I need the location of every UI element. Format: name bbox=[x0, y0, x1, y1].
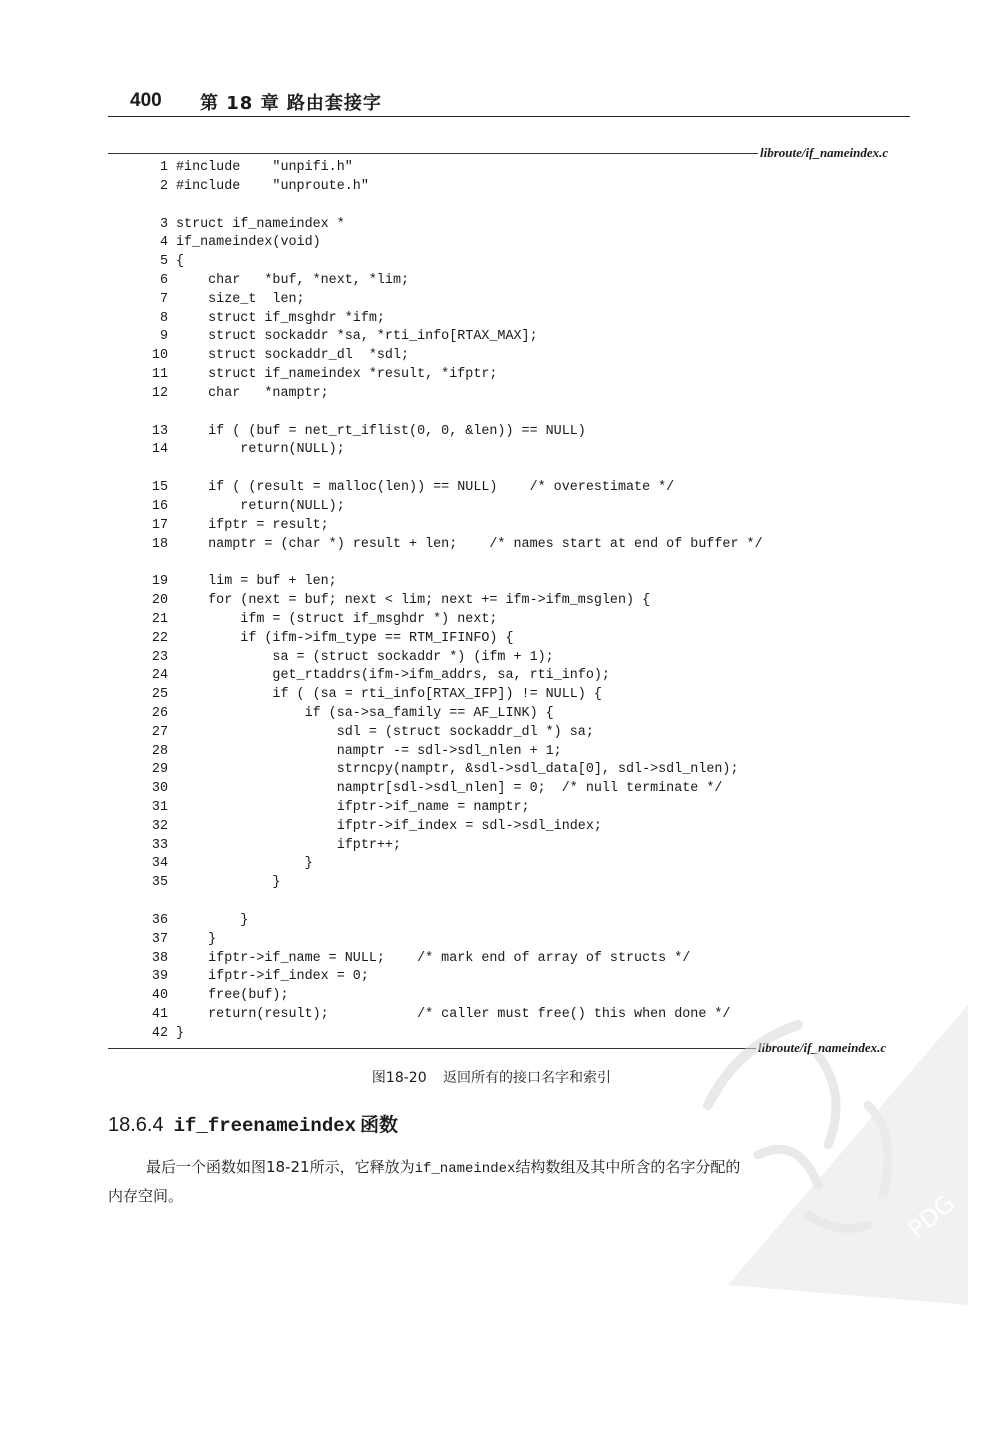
line-code: struct if_msghdr *ifm; bbox=[176, 310, 385, 326]
line-code: #include "unpifi.h" bbox=[176, 160, 353, 175]
page-number: 400 bbox=[130, 90, 162, 111]
line-code: { bbox=[176, 254, 185, 270]
code-line bbox=[138, 1007, 730, 1025]
line-number: 35 bbox=[151, 875, 168, 891]
line-number: 11 bbox=[151, 367, 168, 382]
code-bottom-rule bbox=[108, 1048, 756, 1049]
figure-caption-text: 返回所有的接口名字和索引 bbox=[443, 1070, 612, 1086]
line-code: ifptr = result; bbox=[176, 517, 329, 533]
line-number: 15 bbox=[151, 480, 168, 496]
line-number: 21 bbox=[151, 612, 168, 627]
line-number: 42 bbox=[151, 1025, 168, 1041]
line-number: 29 bbox=[151, 762, 168, 778]
line-number: 25 bbox=[151, 687, 168, 703]
line-number: 32 bbox=[151, 818, 168, 834]
figure-caption-label: 图18-20 bbox=[371, 1070, 427, 1086]
code-line bbox=[138, 612, 497, 630]
code-line bbox=[138, 273, 409, 291]
line-code: namptr = (char *) result + len; /* names start at end of buffer */ bbox=[176, 536, 763, 552]
code-line bbox=[138, 800, 530, 818]
code-line bbox=[138, 819, 602, 837]
code-line bbox=[138, 537, 763, 555]
code-line bbox=[138, 706, 554, 724]
line-number: 37 bbox=[151, 931, 168, 947]
line-number: 9 bbox=[159, 329, 168, 345]
code-line bbox=[138, 348, 409, 366]
line-number: 10 bbox=[151, 348, 168, 364]
line-code: sa = (struct sockaddr *) (ifm + 1); bbox=[176, 649, 554, 665]
line-code: } bbox=[176, 1025, 185, 1041]
code-line bbox=[138, 856, 313, 874]
line-code: sdl = (struct sockaddr_dl *) sa; bbox=[176, 724, 594, 740]
code-line bbox=[138, 932, 216, 950]
line-number: 19 bbox=[151, 574, 168, 590]
line-code: } bbox=[176, 856, 313, 872]
line-code: struct sockaddr_dl *sdl; bbox=[176, 348, 410, 364]
line-number: 38 bbox=[151, 950, 168, 966]
line-code: if (ifm->ifm_type == RTM_IFINFO) { bbox=[176, 630, 514, 646]
line-number: 26 bbox=[151, 706, 168, 721]
chapter-title: 第 18 章 路由套接字 bbox=[200, 93, 382, 114]
code-line bbox=[138, 951, 690, 969]
line-code: } bbox=[176, 931, 217, 947]
line-number: 7 bbox=[159, 291, 168, 307]
line-code: char *namptr; bbox=[176, 385, 329, 401]
section-function-name: if_freenameindex bbox=[173, 1115, 357, 1137]
line-code: ifptr->if_name = namptr; bbox=[176, 800, 530, 815]
line-number: 4 bbox=[159, 235, 168, 251]
line-number: 20 bbox=[151, 593, 168, 609]
code-line bbox=[138, 593, 650, 611]
svg-text:PDG: PDG bbox=[902, 1189, 961, 1244]
line-code: ifptr->if_name = NULL; /* mark end of array of structs */ bbox=[176, 950, 691, 966]
line-code: if ( (result = malloc(len)) == NULL) /* overestimate */ bbox=[176, 480, 675, 496]
code-line bbox=[138, 725, 594, 743]
page-header bbox=[108, 86, 910, 117]
code-line bbox=[138, 442, 345, 460]
code-line bbox=[138, 875, 280, 893]
code-line bbox=[138, 650, 554, 668]
watermark-stamp bbox=[668, 985, 978, 1305]
line-code: for (next = buf; next < lim; next += ifm->ifm_msglen) { bbox=[176, 593, 651, 609]
line-code: ifptr->if_index = 0; bbox=[176, 969, 369, 985]
line-code: if ( (sa = rti_info[RTAX_IFP]) != NULL) { bbox=[176, 687, 602, 703]
line-number: 28 bbox=[151, 743, 168, 759]
line-code: struct if_nameindex * bbox=[176, 216, 345, 232]
line-code: namptr[sdl->sdl_nlen] = 0; /* null terminate */ bbox=[176, 781, 723, 797]
line-code: free(buf); bbox=[176, 988, 289, 1004]
line-number: 33 bbox=[151, 837, 168, 853]
code-line bbox=[138, 913, 248, 931]
line-number: 2 bbox=[159, 178, 168, 194]
code-line bbox=[138, 292, 305, 310]
code-line bbox=[138, 518, 329, 536]
line-number: 12 bbox=[151, 385, 168, 401]
code-line bbox=[138, 687, 602, 705]
code-line bbox=[138, 386, 329, 404]
code-line bbox=[138, 1026, 184, 1044]
code-line bbox=[138, 217, 345, 235]
line-code: return(NULL); bbox=[176, 442, 345, 458]
code-line bbox=[138, 311, 385, 329]
line-code: return(NULL); bbox=[176, 499, 345, 514]
line-number: 30 bbox=[151, 781, 168, 797]
code-line bbox=[138, 838, 401, 856]
line-number: 1 bbox=[159, 160, 168, 175]
paragraph-text-2: 结构数组及其中所含的名字分配的 bbox=[515, 1158, 741, 1176]
line-code: return(result); /* caller must free() this when done */ bbox=[176, 1007, 731, 1022]
code-line bbox=[138, 160, 353, 178]
code-line bbox=[138, 499, 345, 517]
code-line bbox=[138, 781, 722, 799]
line-code: get_rtaddrs(ifm->ifm_addrs, sa, rti_info); bbox=[176, 668, 610, 684]
code-top-rule bbox=[108, 153, 758, 154]
line-number: 16 bbox=[151, 499, 168, 514]
line-number: 8 bbox=[159, 310, 168, 326]
code-line bbox=[138, 988, 289, 1006]
line-number: 23 bbox=[151, 649, 168, 665]
line-number: 5 bbox=[159, 254, 168, 270]
line-number: 27 bbox=[151, 724, 168, 740]
line-number: 24 bbox=[151, 668, 168, 684]
line-number: 36 bbox=[151, 913, 168, 928]
code-line bbox=[138, 969, 369, 987]
paragraph-text-3: 内存空间。 bbox=[108, 1187, 184, 1205]
section-suffix: 函数 bbox=[360, 1114, 399, 1136]
line-code: size_t len; bbox=[176, 291, 305, 307]
line-code: lim = buf + len; bbox=[176, 574, 337, 590]
line-code: if (sa->sa_family == AF_LINK) { bbox=[176, 706, 554, 721]
code-line bbox=[138, 668, 610, 686]
section-number: 18.6.4 bbox=[108, 1114, 164, 1136]
paragraph-text-1: 最后一个函数如图18-21所示，它释放为 bbox=[146, 1158, 415, 1176]
line-code: } bbox=[176, 875, 281, 891]
line-number: 39 bbox=[151, 969, 168, 985]
line-number: 14 bbox=[151, 442, 168, 458]
line-code: namptr -= sdl->sdl_nlen + 1; bbox=[176, 743, 562, 759]
line-number: 6 bbox=[159, 273, 168, 288]
code-line bbox=[138, 744, 562, 762]
line-number: 40 bbox=[151, 988, 168, 1004]
code-line bbox=[138, 574, 337, 592]
line-code: ifm = (struct if_msghdr *) next; bbox=[176, 612, 498, 627]
line-code: char *buf, *next, *lim; bbox=[176, 273, 410, 288]
code-line bbox=[138, 480, 674, 498]
file-label-bottom: libroute/if_nameindex.c bbox=[758, 1040, 887, 1055]
code-line bbox=[138, 367, 497, 385]
code-line bbox=[138, 424, 586, 442]
line-code: if_nameindex(void) bbox=[176, 235, 321, 251]
line-code: ifptr->if_index = sdl->sdl_index; bbox=[176, 818, 602, 834]
line-number: 22 bbox=[151, 630, 168, 646]
line-number: 3 bbox=[159, 216, 168, 232]
line-code: strncpy(namptr, &sdl->sdl_data[0], sdl->sdl_nlen); bbox=[176, 762, 739, 778]
line-code: } bbox=[176, 913, 249, 928]
code-line bbox=[138, 179, 369, 197]
line-code: struct sockaddr *sa, *rti_info[RTAX_MAX]; bbox=[176, 329, 538, 345]
line-number: 31 bbox=[151, 800, 168, 815]
line-code: ifptr++; bbox=[176, 837, 401, 853]
line-code: #include "unproute.h" bbox=[176, 178, 369, 194]
line-code: if ( (buf = net_rt_iflist(0, 0, &len)) == NULL) bbox=[176, 423, 586, 439]
line-number: 41 bbox=[151, 1007, 168, 1022]
line-number: 17 bbox=[151, 517, 168, 533]
code-line bbox=[138, 329, 538, 347]
line-number: 13 bbox=[151, 423, 168, 439]
section-heading bbox=[108, 1110, 398, 1137]
paragraph-code: if_nameindex bbox=[414, 1161, 516, 1177]
code-line bbox=[138, 235, 321, 253]
code-line bbox=[138, 762, 739, 780]
file-label-top: libroute/if_nameindex.c bbox=[760, 145, 889, 160]
line-code: struct if_nameindex *result, *ifptr; bbox=[176, 367, 498, 382]
line-number: 18 bbox=[151, 536, 168, 552]
line-number: 34 bbox=[151, 856, 168, 872]
code-line bbox=[138, 254, 184, 272]
code-line bbox=[138, 631, 514, 649]
